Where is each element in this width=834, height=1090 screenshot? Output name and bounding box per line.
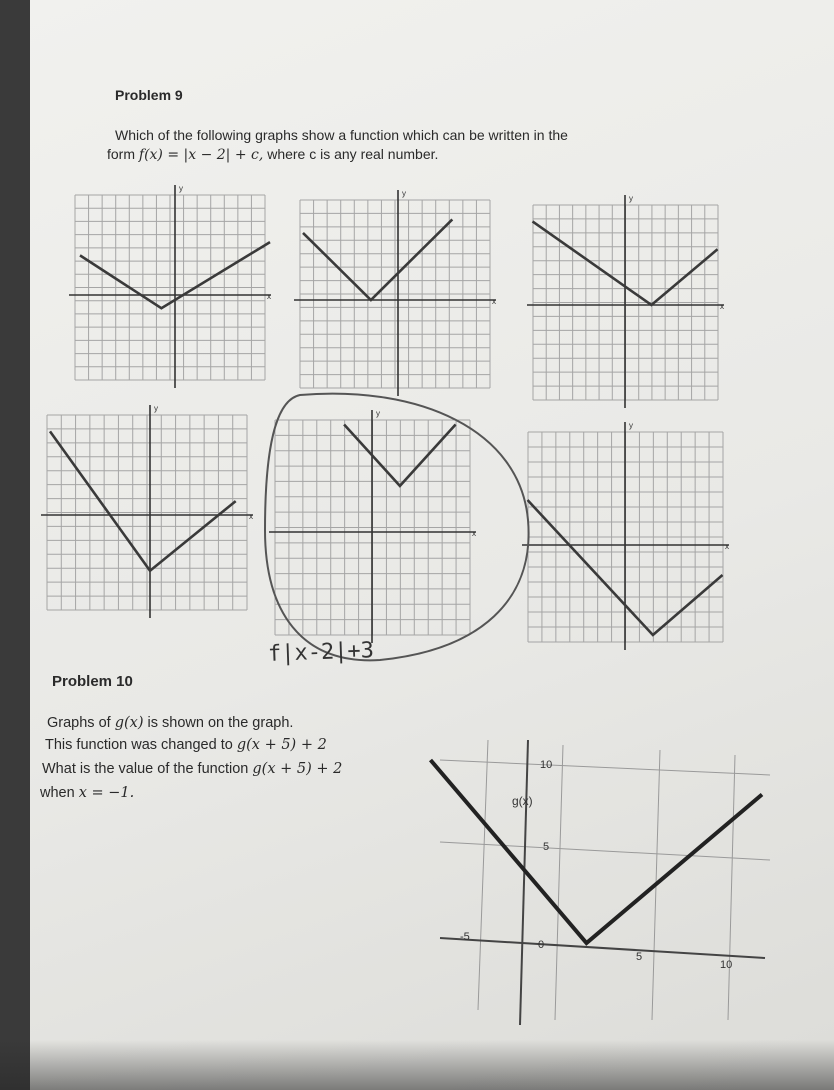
p10-l1-post: is shown on the graph. [147, 715, 294, 731]
x-axis-label: x [492, 297, 496, 306]
p10-l1-math: g(x) [114, 715, 144, 731]
g-tick-x5: 5 [636, 951, 643, 963]
p10-l1-pre: Graphs of [47, 715, 111, 731]
p10-l3-pre: What is the value of the function [42, 761, 249, 777]
grid-h1 [440, 760, 770, 775]
x-axis-label: x [472, 529, 476, 538]
y-axis-label: y [376, 409, 380, 418]
y-axis-label: y [179, 184, 183, 193]
g-label: g(x) [512, 794, 533, 808]
p10-l2-pre: This function was changed to [45, 737, 233, 753]
grid-v1 [478, 740, 488, 1010]
g-tick-y10: 10 [540, 759, 553, 771]
y-axis-label: y [629, 421, 633, 430]
grid-v4 [728, 755, 735, 1020]
p10-l3-math: g(x + 5) + 2 [252, 761, 343, 777]
problem9-title: Problem 9 [115, 87, 183, 103]
p10-l4-math: x = −1. [78, 785, 135, 801]
problem10-title: Problem 10 [52, 673, 133, 690]
p10-l4-pre: when [40, 785, 75, 801]
x-axis-label: x [267, 292, 271, 301]
g-origin: 0 [538, 939, 545, 951]
problem9-question-line1: Which of the following graphs show a function which can be written in the [115, 127, 568, 143]
y-axis-label: y [154, 404, 158, 413]
x-axis-label: x [725, 542, 729, 551]
q-form-word: form [107, 146, 135, 162]
g-x-axis [440, 938, 765, 958]
grid-h2 [440, 842, 770, 860]
p10-l2-math: g(x + 5) + 2 [236, 737, 327, 753]
g-y-axis [520, 740, 528, 1025]
x-axis-label: x [720, 302, 724, 311]
y-axis-label: y [629, 194, 633, 203]
x-axis-label: x [249, 512, 253, 521]
grid-v2 [555, 745, 563, 1020]
g-tick-xneg5: -5 [460, 931, 470, 943]
q-formula: f(x) = |x − 2| + c, [138, 147, 264, 163]
handwritten-note: f|x-2|+3 [267, 638, 375, 667]
g-function-line [431, 760, 763, 943]
q-tail: where c is any real number. [267, 146, 439, 162]
y-axis-label: y [402, 189, 406, 198]
g-tick-x10: 10 [720, 959, 733, 971]
g-tick-y5: 5 [543, 841, 550, 853]
